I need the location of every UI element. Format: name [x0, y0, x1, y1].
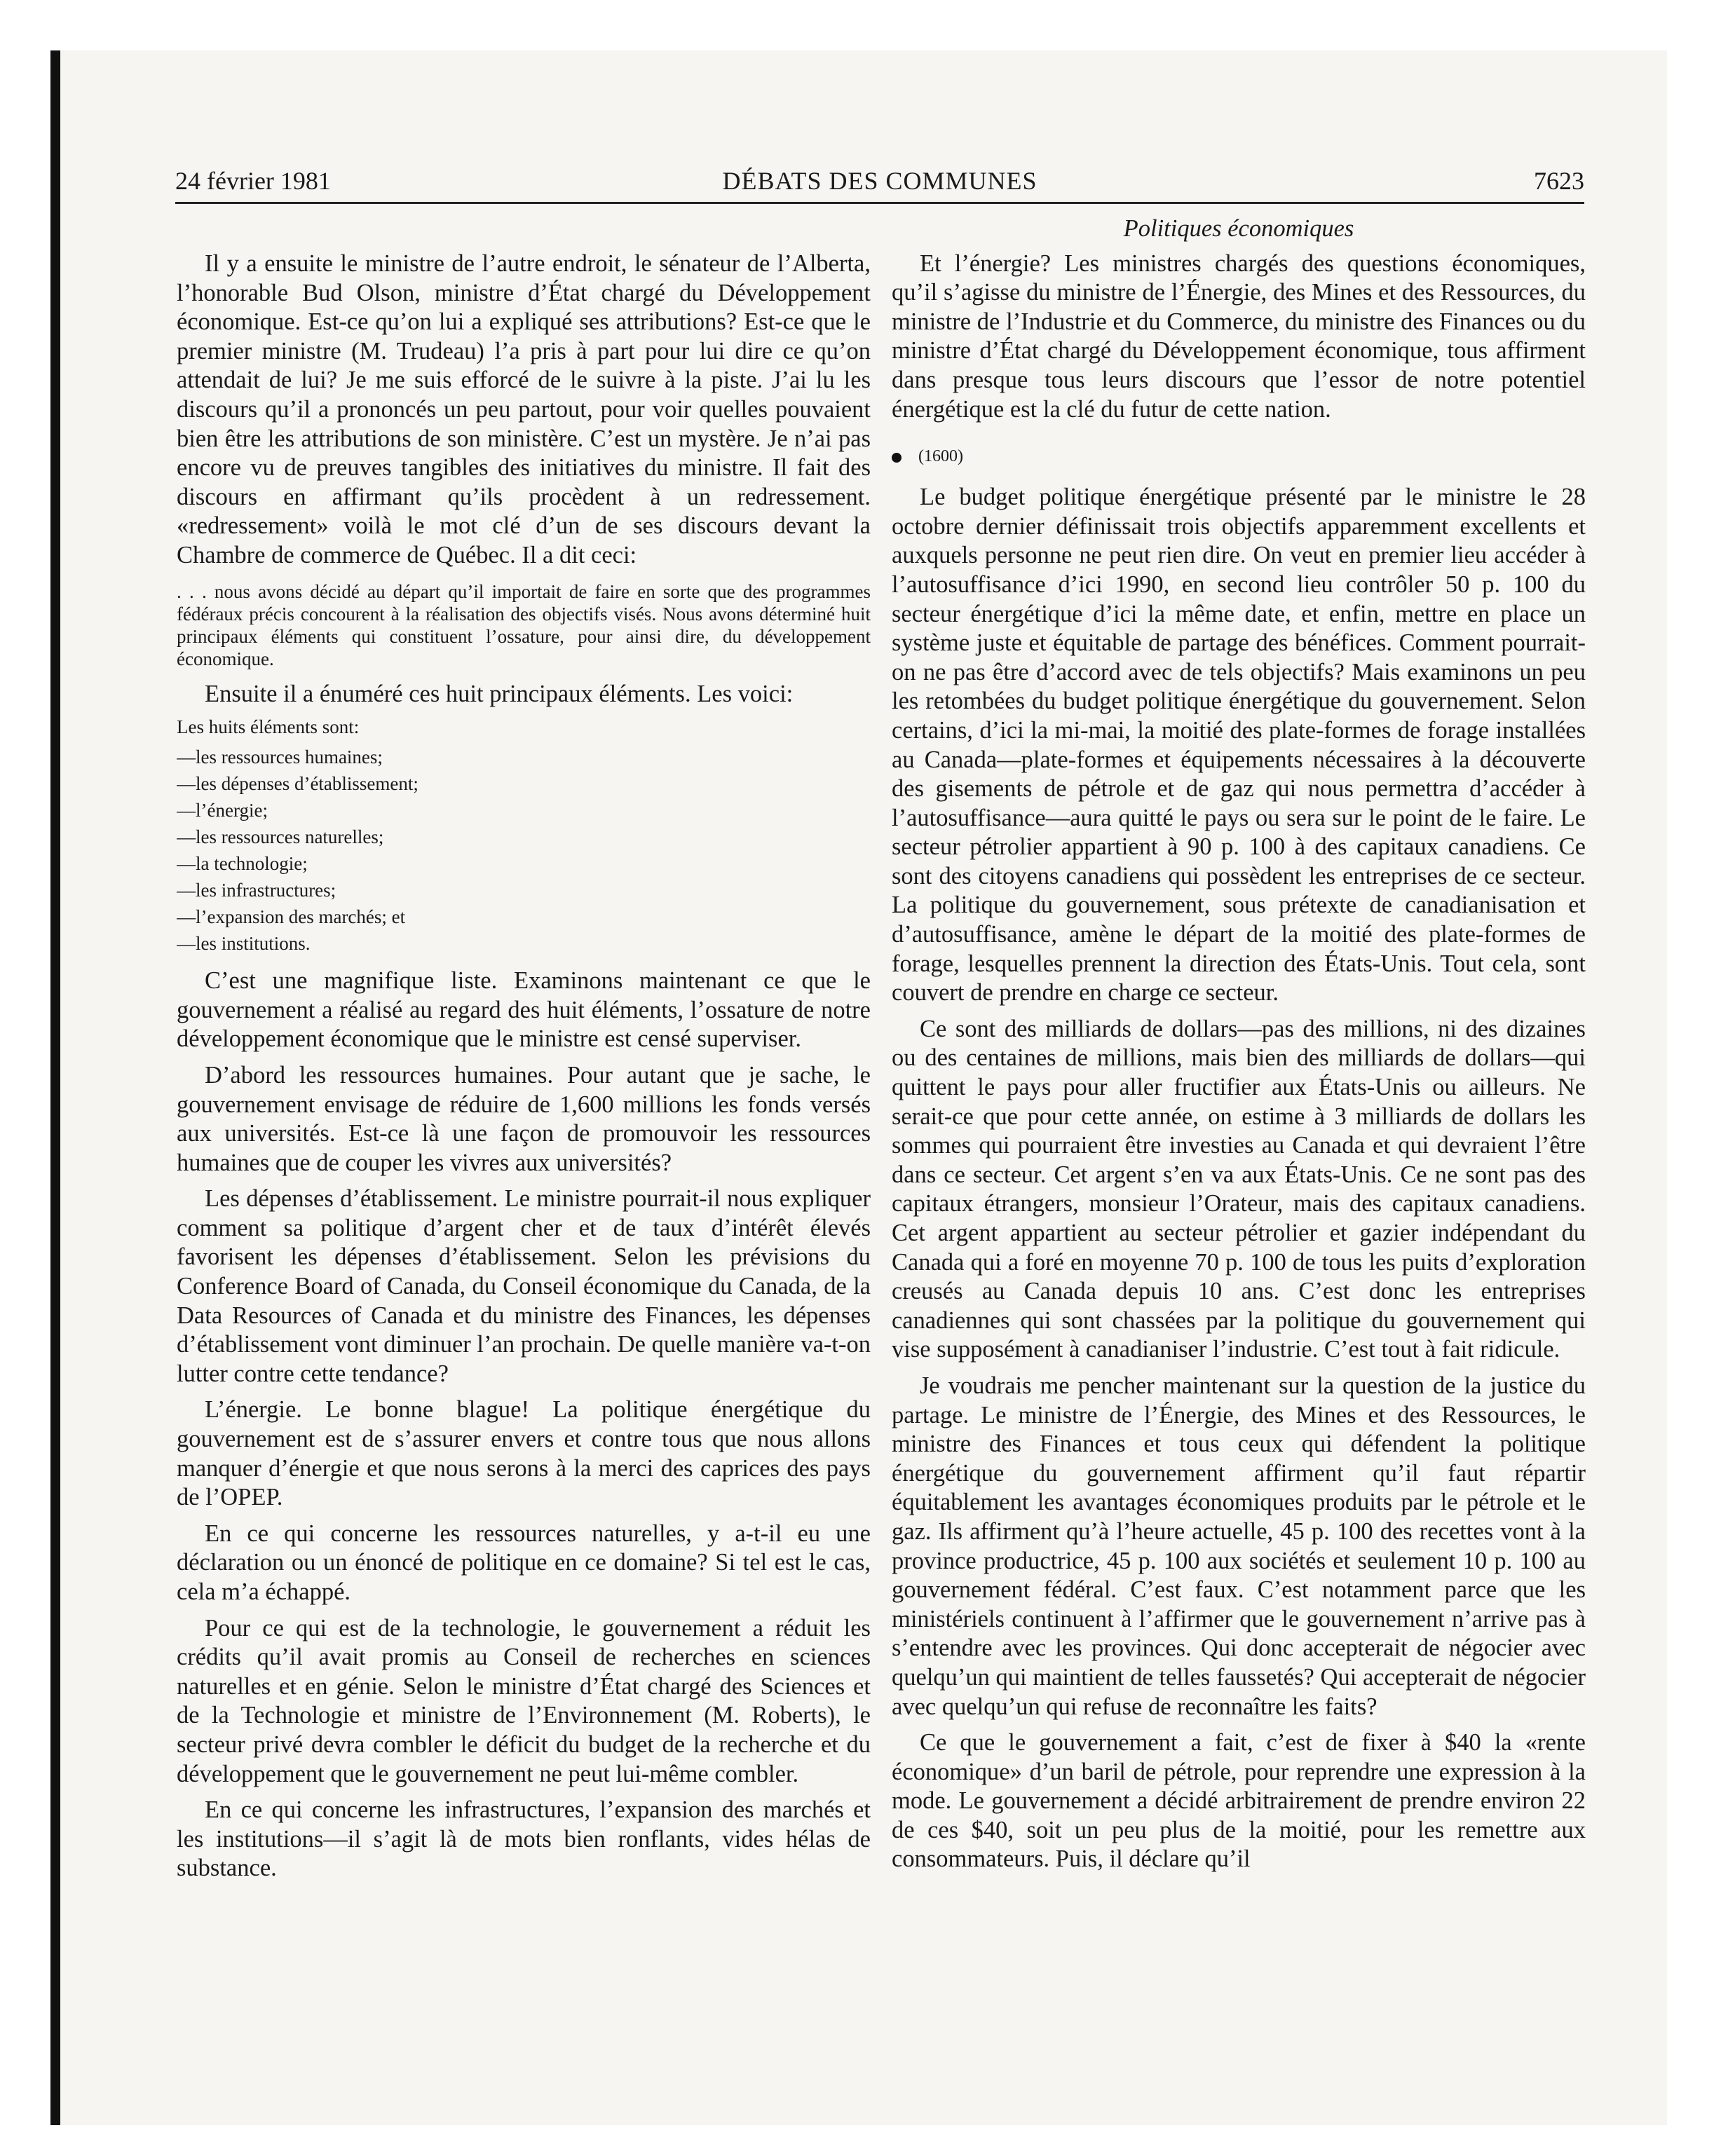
quotation: . . . nous avons décidé au départ qu’il importait de faire en sorte que des programmes fédéraux précis concourent à la réalisation des objectifs visés. Nous avons déterminé huit principaux éléments qui constituent l’ossature, pour ainsi dire, du développement économique. [177, 580, 871, 669]
paragraph: Le budget politique énergétique présenté par le ministre le 28 octobre dernier définissait trois objectifs apparemment excellents et auxquels personne ne peut rien dire. On veut en premier lieu accéder à l’autosuffisance d’ici 1990, en second lieu contrôler 50 p. 100 du secteur énergétique d’ici la même date, et enfin, mettre en place un système juste et équitable de partage des bénéfices. Comment pourrait-on ne pas être d’accord avec de tels objectifs? Mais examinons un peu les retombées du budget politique énergétique du gouvernement. Selon certains, d’ici la mi-mai, la moitié des plate-formes de forage installées au Canada—plate-formes et équipements nécessaires à la découverte des gisements de pétrole et de gaz qui nous permettra d’accéder à l’autosuffisance—aura quitté le pays ou sera sur le point de le faire. Le secteur pétrolier appartient à 90 p. 100 à des capitaux canadiens. Ce sont des citoyens canadiens qui possèdent les entreprises de ce secteur. La politique du gouvernement, sous prétexte de canadianisation et d’autosuffisance, amène le départ de la moitié des plate-formes de forage, lesquelles prennent la direction des États-Unis. Tout cela, sont couvert de prendre en charge ce secteur. [892, 484, 1586, 1007]
time-marker [892, 444, 1586, 469]
list-item: —les institutions. [177, 933, 311, 955]
list-item: —les ressources humaines; [177, 746, 383, 768]
paragraph: Ce sont des milliards de dollars—pas des millions, ni des dizaines ou des centaines de millions, mais bien des milliards de dollars—qui quittent le pays pour aller fructifier aux États-Unis ou ailleurs. Ne serait-ce que pour cette année, on estime à 3 milliards de dollars les sommes qui pourraient être investies au Canada et qui devraient l’être dans ce secteur. Cet argent s’en va aux États-Unis. Ce ne sont pas des capitaux étrangers, monsieur l’Orateur, mais des capitaux canadiens. Cet argent appartient au secteur pétrolier et gazier indépendant du Canada qui a foré en moyenne 70 p. 100 de tous les puits d’exploration creusés au Canada depuis 10 ans. C’est donc les entreprises canadiennes qui sont chassées par la politique du gouvernement qui vise supposément à canadianiser l’industrie. C’est tout à fait ridicule. [892, 1015, 1586, 1363]
list-item: —les infrastructures; [177, 880, 336, 901]
paragraph: Ce que le gouvernement a fait, c’est de fixer à $40 la «rente économique» d’un baril de pétrole, pour reprendre une expression à la mode. Le gouvernement a décidé arbitrairement de prendre environ 22 de ces $40, soit un peu plus de la moitié, pour les remettre aux consommateurs. Puis, il déclare qu’il [892, 1729, 1586, 1873]
paragraph: En ce qui concerne les ressources naturelles, y a-t-il eu une déclaration ou un énoncé de politique en ce domaine? Si tel est le cas, cela m’a échappé. [177, 1520, 871, 1605]
list-item: —l’expansion des marchés; et [177, 906, 406, 928]
paragraph: Pour ce qui est de la technologie, le gouvernement a réduit les crédits qu’il avait promis au Conseil de recherches en sciences naturelles et en génie. Selon le ministre d’État chargé des Sciences et de la Technologie et ministre de l’Environnement (M. Roberts), le secteur privé devra combler le déficit du budget de la recherche et du développement que le gouvernement ne peut lui-même combler. [177, 1614, 871, 1787]
paragraph: C’est une magnifique liste. Examinons maintenant ce que le gouvernement a réalisé au regard des huit éléments, l’ossature de notre développement économique que le ministre est censé superviser. [177, 967, 871, 1053]
paragraph: Il y a ensuite le ministre de l’autre endroit, le sénateur de l’Alberta, l’honorable Bud Olson, ministre d’État chargé du Développement économique. Est-ce qu’on lui a expliqué ses attributions? Est-ce que le premier ministre (M. Trudeau) l’a pris à part pour lui dire ce qu’on attendait de lui? Je me suis efforcé de le suivre à la piste. J’ai lu les discours qu’il a prononcés un peu partout, pour voir quelles pouvaient bien être les attributions de son ministère. C’est un mystère. Je n’ai pas encore vu de preuves tangibles des initiatives du ministre. Il fait des discours en affirmant qu’ils procèdent à un redressement. «redressement» voilà le mot clé d’un de ses discours devant la Chambre de commerce de Québec. Il a dit ceci: [177, 250, 871, 568]
list-intro: Les huits éléments sont: [177, 716, 360, 738]
left-column [177, 250, 871, 2058]
right-column [892, 214, 1586, 2023]
paragraph: Et l’énergie? Les ministres chargés des questions économiques, qu’il s’agisse du ministre de l’Énergie, des Mines et des Ressources, du ministre de l’Industrie et du Commerce, du ministre des Finances ou du ministre d’État chargé du Développement économique, tous affirment dans presque tous leurs discours que l’essor de notre potentiel énergétique est la clé du futur de cette nation. [892, 250, 1586, 423]
page-header [175, 160, 1584, 204]
paragraph: En ce qui concerne les infrastructures, l’expansion des marchés et les institutions—il s’agit là de mots bien ronflants, vides hélas de substance. [177, 1796, 871, 1882]
section-heading: Politiques économiques [1123, 215, 1354, 242]
paragraph: Les dépenses d’établissement. Le ministre pourrait-il nous expliquer comment sa politique d’argent cher et de taux d’intérêt élevés favorisent les dépenses d’établissement. Selon les prévisions du Conference Board of Canada, du Conseil économique du Canada, de la Data Resources of Canada et du ministre des Finances, les dépenses d’établissement vont diminuer l’an prochain. De quelle manière va-t-on lutter contre cette tendance? [177, 1185, 871, 1387]
paragraph: D’abord les ressources humaines. Pour autant que je sache, le gouvernement envisage de réduire de 1,600 millions les fonds versés aux universités. Est-ce là une façon de promouvoir les ressources humaines que de couper les vivres aux universités? [177, 1061, 871, 1176]
bullet-icon [892, 453, 901, 463]
list-item: —les ressources naturelles; [177, 826, 384, 848]
elements-list [177, 744, 871, 957]
header-title: DÉBATS DES COMMUNES [722, 167, 1037, 195]
scan-edge-bar [50, 50, 60, 2125]
list-item: —l’énergie; [177, 800, 268, 821]
list-item: —la technologie; [177, 853, 308, 875]
header-page-number: 7623 [1534, 167, 1584, 195]
paragraph: Je voudrais me pencher maintenant sur la question de la justice du partage. Le ministre de l’Énergie, des Mines et des Ressources, le ministre des Finances et tous ceux qui défendent la politique énergétique du gouvernement affirment qu’il faut répartir équitablement les avantages économiques produits par le pétrole et le gaz. Ils affirment qu’à l’heure actuelle, 45 p. 100 des recettes vont à la province productrice, 45 p. 100 aux sociétés et seulement 10 p. 100 au gouvernement fédéral. C’est faux. C’est notamment parce que les ministériels continuent à l’affirmer que le gouvernement n’arrive pas à s’entendre avec les provinces. Qui donc accepterait de négocier avec quelqu’un qui maintient de telles faussetés? Qui accepterait de négocier avec quelqu’un qui refuse de reconnaître les faits? [892, 1372, 1586, 1720]
paragraph: Ensuite il a énuméré ces huit principaux éléments. Les voici: [205, 680, 794, 707]
paragraph: L’énergie. Le bonne blague! La politique énergétique du gouvernement est de s’assurer envers et contre tous que nous allons manquer d’énergie et que nous serons à la merci des caprices des pays de l’OPEP. [177, 1396, 871, 1511]
list-item: —les dépenses d’établissement; [177, 773, 419, 795]
header-date: 24 février 1981 [175, 167, 331, 195]
time-marker-label: (1600) [918, 447, 963, 466]
